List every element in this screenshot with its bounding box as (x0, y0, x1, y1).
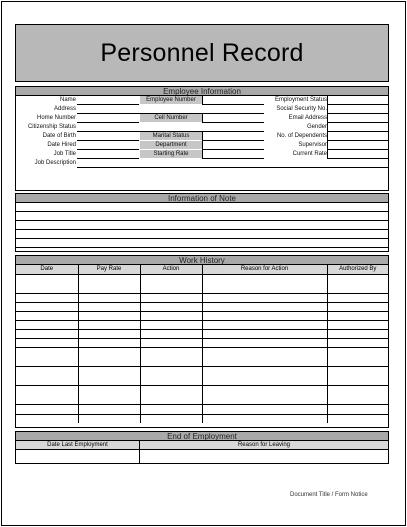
table-cell[interactable] (78, 414, 140, 423)
table-cell[interactable] (78, 338, 140, 347)
table-cell[interactable] (327, 320, 388, 329)
column-header-reason-for-action: Reason for Action (202, 265, 327, 274)
table-cell[interactable] (16, 414, 78, 423)
employee-information-section (15, 86, 389, 191)
marital-status-label: Marital Status (140, 132, 202, 140)
address-label: Address (53, 106, 76, 112)
supervisor-label: Supervisor (298, 142, 327, 148)
table-row (16, 274, 388, 293)
table-row (16, 366, 388, 385)
column-header-action: Action (140, 265, 202, 274)
work-history-header: Work History (16, 256, 388, 265)
note-line[interactable] (16, 248, 388, 251)
end-of-employment-section (15, 431, 389, 464)
table-cell[interactable] (327, 293, 388, 302)
table-row (16, 338, 388, 347)
dependents-field[interactable] (327, 132, 388, 141)
table-cell[interactable] (327, 366, 388, 385)
table-cell[interactable] (140, 385, 202, 404)
table-cell[interactable] (78, 311, 140, 320)
name-field[interactable] (77, 96, 139, 105)
table-cell[interactable] (327, 338, 388, 347)
table-cell[interactable] (202, 385, 327, 404)
table-row (16, 320, 388, 329)
cell-number-field[interactable] (202, 114, 264, 123)
table-row (16, 347, 388, 366)
table-cell[interactable] (140, 293, 202, 302)
table-cell[interactable] (327, 274, 388, 293)
department-label: Department (140, 141, 202, 149)
table-cell[interactable] (140, 320, 202, 329)
table-cell[interactable] (327, 385, 388, 404)
table-cell[interactable] (140, 274, 202, 293)
note-line[interactable] (16, 203, 388, 212)
table-cell[interactable] (78, 385, 140, 404)
table-cell[interactable] (140, 347, 202, 366)
cell-number-label: Cell Number (140, 114, 202, 122)
column-header-date: Date (16, 265, 78, 274)
table-cell[interactable] (327, 329, 388, 338)
employee-number-label: Employee Number (140, 96, 202, 104)
date-of-birth-field[interactable] (77, 132, 139, 141)
reason-for-leaving-field[interactable] (140, 450, 388, 463)
job-description-area[interactable] (16, 168, 388, 190)
work-history-section (15, 255, 389, 428)
email-address-field[interactable] (327, 114, 388, 123)
current-rate-label: Current Rate (292, 151, 327, 157)
table-cell[interactable] (327, 311, 388, 320)
column-header-authorized-by: Authorized By (327, 265, 388, 274)
work-history-table (16, 265, 388, 423)
table-row (16, 385, 388, 404)
last-day-label: Date Last Employment (16, 441, 140, 449)
table-cell[interactable] (16, 338, 78, 347)
table-cell[interactable] (140, 414, 202, 423)
table-cell[interactable] (16, 404, 78, 414)
column-header-pay-rate: Pay Rate (78, 265, 140, 274)
end-of-employment-header: End of Employment (16, 432, 388, 441)
table-cell[interactable] (202, 404, 327, 414)
employee-number-field[interactable] (202, 96, 264, 105)
employment-status-label: Employment Status (274, 97, 327, 103)
note-line[interactable] (16, 230, 388, 239)
table-cell[interactable] (16, 385, 78, 404)
date-hired-label: Date Hired (47, 142, 76, 148)
note-line[interactable] (16, 221, 388, 230)
table-cell[interactable] (16, 293, 78, 302)
dependents-label: No. of Dependents (276, 133, 327, 139)
date-hired-field[interactable] (77, 141, 139, 150)
employee-information-header: Employee Information (16, 87, 388, 96)
page-title: Personnel Record (15, 24, 389, 82)
table-cell[interactable] (78, 302, 140, 311)
marital-status-field[interactable] (202, 132, 264, 141)
email-address-label: Email Address (288, 115, 327, 121)
table-cell[interactable] (202, 293, 327, 302)
table-cell[interactable] (202, 320, 327, 329)
table-cell[interactable] (327, 302, 388, 311)
employee-information-grid (16, 96, 388, 190)
end-of-employment-header-row (16, 441, 388, 450)
end-of-employment-fields (16, 450, 388, 463)
job-description-label: Job Description (34, 160, 76, 166)
starting-rate-field[interactable] (202, 150, 264, 159)
table-cell[interactable] (202, 366, 327, 385)
table-cell[interactable] (16, 347, 78, 366)
table-cell[interactable] (78, 404, 140, 414)
table-cell[interactable] (327, 404, 388, 414)
table-row (16, 311, 388, 320)
supervisor-field[interactable] (327, 141, 388, 150)
table-row (16, 414, 388, 423)
note-line[interactable] (16, 239, 388, 248)
table-cell[interactable] (140, 302, 202, 311)
date-of-birth-label: Date of Birth (42, 133, 76, 139)
table-cell[interactable] (140, 311, 202, 320)
department-field[interactable] (202, 141, 264, 150)
information-of-note-section (15, 193, 389, 252)
home-number-label: Home Number (36, 115, 76, 121)
table-cell[interactable] (202, 311, 327, 320)
table-cell[interactable] (327, 347, 388, 366)
table-cell[interactable] (16, 366, 78, 385)
starting-rate-label: Starting Rate (140, 150, 202, 158)
table-cell[interactable] (78, 347, 140, 366)
table-cell[interactable] (16, 274, 78, 293)
table-cell[interactable] (327, 414, 388, 423)
table-cell[interactable] (202, 302, 327, 311)
table-cell[interactable] (78, 274, 140, 293)
job-title-field[interactable] (77, 150, 139, 159)
gender-label: Gender (306, 124, 327, 130)
citizenship-status-label: Citizenship Status (27, 124, 76, 130)
job-title-label: Job Title (53, 151, 76, 157)
table-cell[interactable] (16, 302, 78, 311)
table-cell[interactable] (78, 320, 140, 329)
table-cell[interactable] (202, 329, 327, 338)
table-row (16, 293, 388, 302)
last-day-field[interactable] (16, 450, 140, 463)
table-cell[interactable] (78, 293, 140, 302)
table-cell[interactable] (16, 329, 78, 338)
table-cell[interactable] (202, 338, 327, 347)
social-security-field[interactable] (327, 105, 388, 114)
social-security-label: Social Security No. (276, 106, 327, 112)
reason-for-leaving-label: Reason for Leaving (237, 442, 291, 448)
name-label: Name (59, 97, 76, 103)
address-field[interactable] (77, 105, 264, 114)
table-row (16, 404, 388, 414)
table-row (16, 329, 388, 338)
work-history-header-row (16, 265, 388, 274)
gender-field[interactable] (327, 123, 388, 132)
table-cell[interactable] (202, 414, 327, 423)
table-cell[interactable] (140, 329, 202, 338)
information-of-note-header: Information of Note (16, 194, 388, 203)
table-cell[interactable] (202, 274, 327, 293)
employment-status-field[interactable] (327, 96, 388, 105)
note-line[interactable] (16, 212, 388, 221)
table-cell[interactable] (140, 404, 202, 414)
job-description-field[interactable] (77, 159, 388, 168)
table-cell[interactable] (202, 347, 327, 366)
table-cell[interactable] (140, 338, 202, 347)
table-cell[interactable] (16, 320, 78, 329)
table-cell[interactable] (78, 366, 140, 385)
table-cell[interactable] (78, 329, 140, 338)
footer-text: Document Title / Form Notice (290, 492, 368, 498)
table-cell[interactable] (140, 366, 202, 385)
table-cell[interactable] (16, 311, 78, 320)
citizenship-status-field[interactable] (77, 123, 264, 132)
table-row (16, 302, 388, 311)
current-rate-field[interactable] (327, 150, 388, 159)
home-number-field[interactable] (77, 114, 139, 123)
